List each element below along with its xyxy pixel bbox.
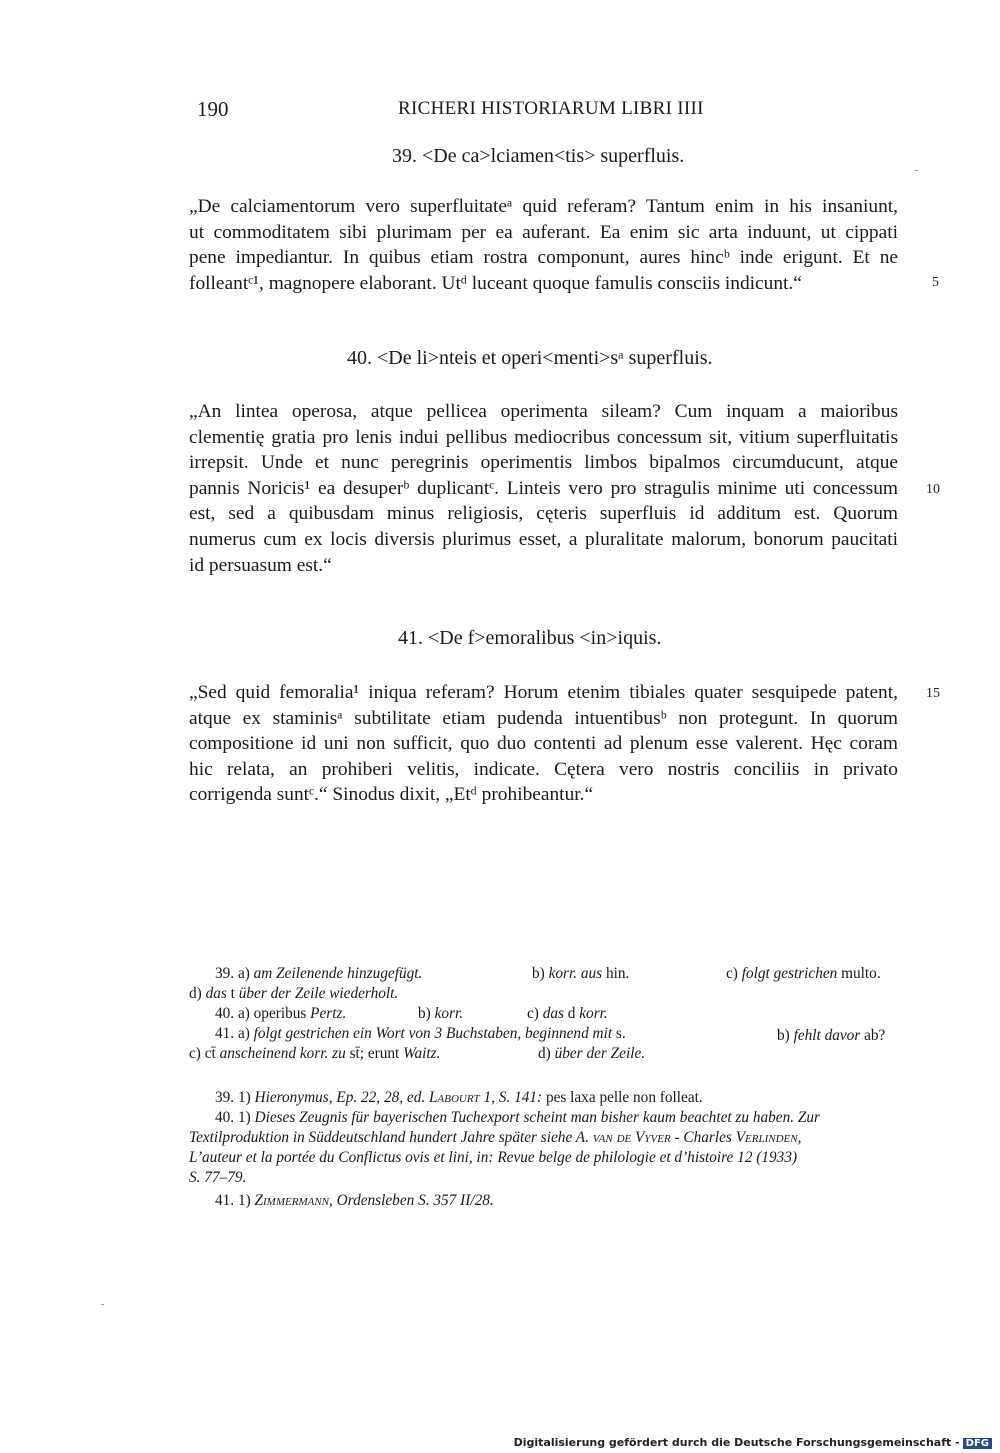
text-line: clementię gratia pro lenis indui pellibus mediocribus concessum sit, vitium superfluitatis bbox=[189, 426, 898, 448]
text-line: numerus cum ex locis diversis plurimus esset, a pluralitate malorum, bonorum paucitati bbox=[189, 528, 898, 550]
scan-speck bbox=[915, 170, 918, 171]
apparatus-entry: c) das d korr. bbox=[527, 1005, 608, 1022]
text-line: „Sed quid femoralia¹ iniqua referam? Horum etenim tibiales quater sesquipede patent, bbox=[189, 682, 898, 703]
text-line: „An lintea operosa, atque pellicea operimenta sileam? Cum inquam a maioribus bbox=[189, 401, 898, 422]
apparatus-entry: b) korr. aus hin. bbox=[532, 965, 630, 982]
running-title: RICHERI HISTORIARUM LIBRI IIII bbox=[398, 98, 704, 119]
apparatus-entry: b) korr. bbox=[418, 1005, 464, 1022]
text-line: hic relata, an prohiberi velitis, indicate. Cętera vero nostris conciliis in privato bbox=[189, 758, 898, 780]
apparatus-entry: c) ct̄ anscheinend korr. zu st̄; erunt Waitz. bbox=[189, 1045, 441, 1062]
paragraph-40 bbox=[189, 399, 898, 578]
scan-speck bbox=[101, 1304, 104, 1305]
text-line: corrigenda suntᶜ.“ Sinodus dixit, „Etᵈ prohibeantur.“ bbox=[189, 784, 594, 806]
note-entry: 41. 1) Zimmermann, Ordensleben S. 357 II/28. bbox=[215, 1192, 494, 1209]
apparatus-entry: 41. a) folgt gestrichen ein Wort von 3 Buchstaben, beginnend mit s. bbox=[215, 1025, 626, 1042]
apparatus-entry: c) folgt gestrichen multo. bbox=[726, 965, 881, 982]
note-entry: 39. 1) Hieronymus, Ep. 22, 28, ed. Labourt 1, S. 141: pes laxa pelle non folleat. bbox=[215, 1089, 703, 1106]
text-line: id persuasum est.“ bbox=[189, 554, 332, 576]
section-heading-40: 40. <De li>nteis et operi<menti>sᵃ superfluis. bbox=[347, 347, 713, 369]
note-entry: S. 77–79. bbox=[189, 1169, 247, 1186]
line-number-5: 5 bbox=[932, 275, 939, 290]
paragraph-41 bbox=[189, 680, 898, 808]
note-entry: L’auteur et la portée du Conflictus ovis et lini, in: Revue belge de philologie et d’histoire 12 (1933) bbox=[189, 1149, 798, 1166]
text-line: „De calciamentorum vero superfluitateᵃ quid referam? Tantum enim in his insaniunt, bbox=[189, 196, 898, 217]
section-heading-41: 41. <De f>emoralibus <in>iquis. bbox=[398, 627, 662, 649]
text-line: pannis Noricis¹ ea desuperᵇ duplicantᶜ. Linteis vero pro stragulis minime uti concessum bbox=[189, 477, 898, 499]
apparatus-entry: 39. a) am Zeilenende hinzugefügt. bbox=[215, 965, 423, 982]
text-line: folleantᶜ¹, magnopere elaborant. Utᵈ luceant quoque famulis consciis indicunt.“ bbox=[189, 272, 802, 294]
note-entry: Textilproduktion in Süddeutschland hundert Jahre später siehe A. van de Vyver - Charles Verlinden, bbox=[189, 1129, 802, 1146]
apparatus-entry: d) über der Zeile. bbox=[538, 1045, 646, 1062]
apparatus-entry: 40. a) operibus Pertz. bbox=[215, 1005, 347, 1022]
section-heading-39: 39. <De ca>lciamen<tis> superfluis. bbox=[392, 145, 685, 167]
dfg-logo: DFG bbox=[963, 1438, 992, 1449]
text-line: compositione id uni non sufficit, quo duo contenti ad plenum esse valerent. Hęc coram bbox=[189, 733, 898, 755]
apparatus-entry: d) das t über der Zeile wiederholt. bbox=[189, 985, 399, 1002]
text-line: pene impediantur. In quibus etiam rostra componunt, aures hincᵇ inde erigunt. Et ne bbox=[189, 247, 898, 269]
apparatus-entry: b) fehlt davor ab? bbox=[777, 1027, 886, 1044]
text-line: est, sed a quibusdam minus religiosis, cęteris superfluis id additum est. Quorum bbox=[189, 503, 898, 525]
note-entry: 40. 1) Dieses Zeugnis für bayerischen Tuchexport scheint man bisher kaum beachtet zu haben. Zur bbox=[215, 1109, 820, 1126]
digitization-footer: Digitalisierung gefördert durch die Deutsche Forschungsgemeinschaft - DFG bbox=[514, 1436, 992, 1449]
text-line: ut commoditatem sibi plurimam per ea auferant. Ea enim sic arta induunt, ut cippati bbox=[189, 221, 898, 243]
text-line: atque ex staminisᵃ subtilitate etiam pudenda intuentibusᵇ non protegunt. In quorum bbox=[189, 707, 898, 729]
paragraph-39 bbox=[189, 194, 898, 296]
page-number: 190 bbox=[197, 97, 229, 121]
text-line: irrepsit. Unde et nunc peregrinis operimentis limbos bipalmos circumducunt, atque bbox=[189, 452, 898, 474]
line-number-15: 15 bbox=[926, 686, 940, 701]
line-number-10: 10 bbox=[926, 482, 940, 497]
